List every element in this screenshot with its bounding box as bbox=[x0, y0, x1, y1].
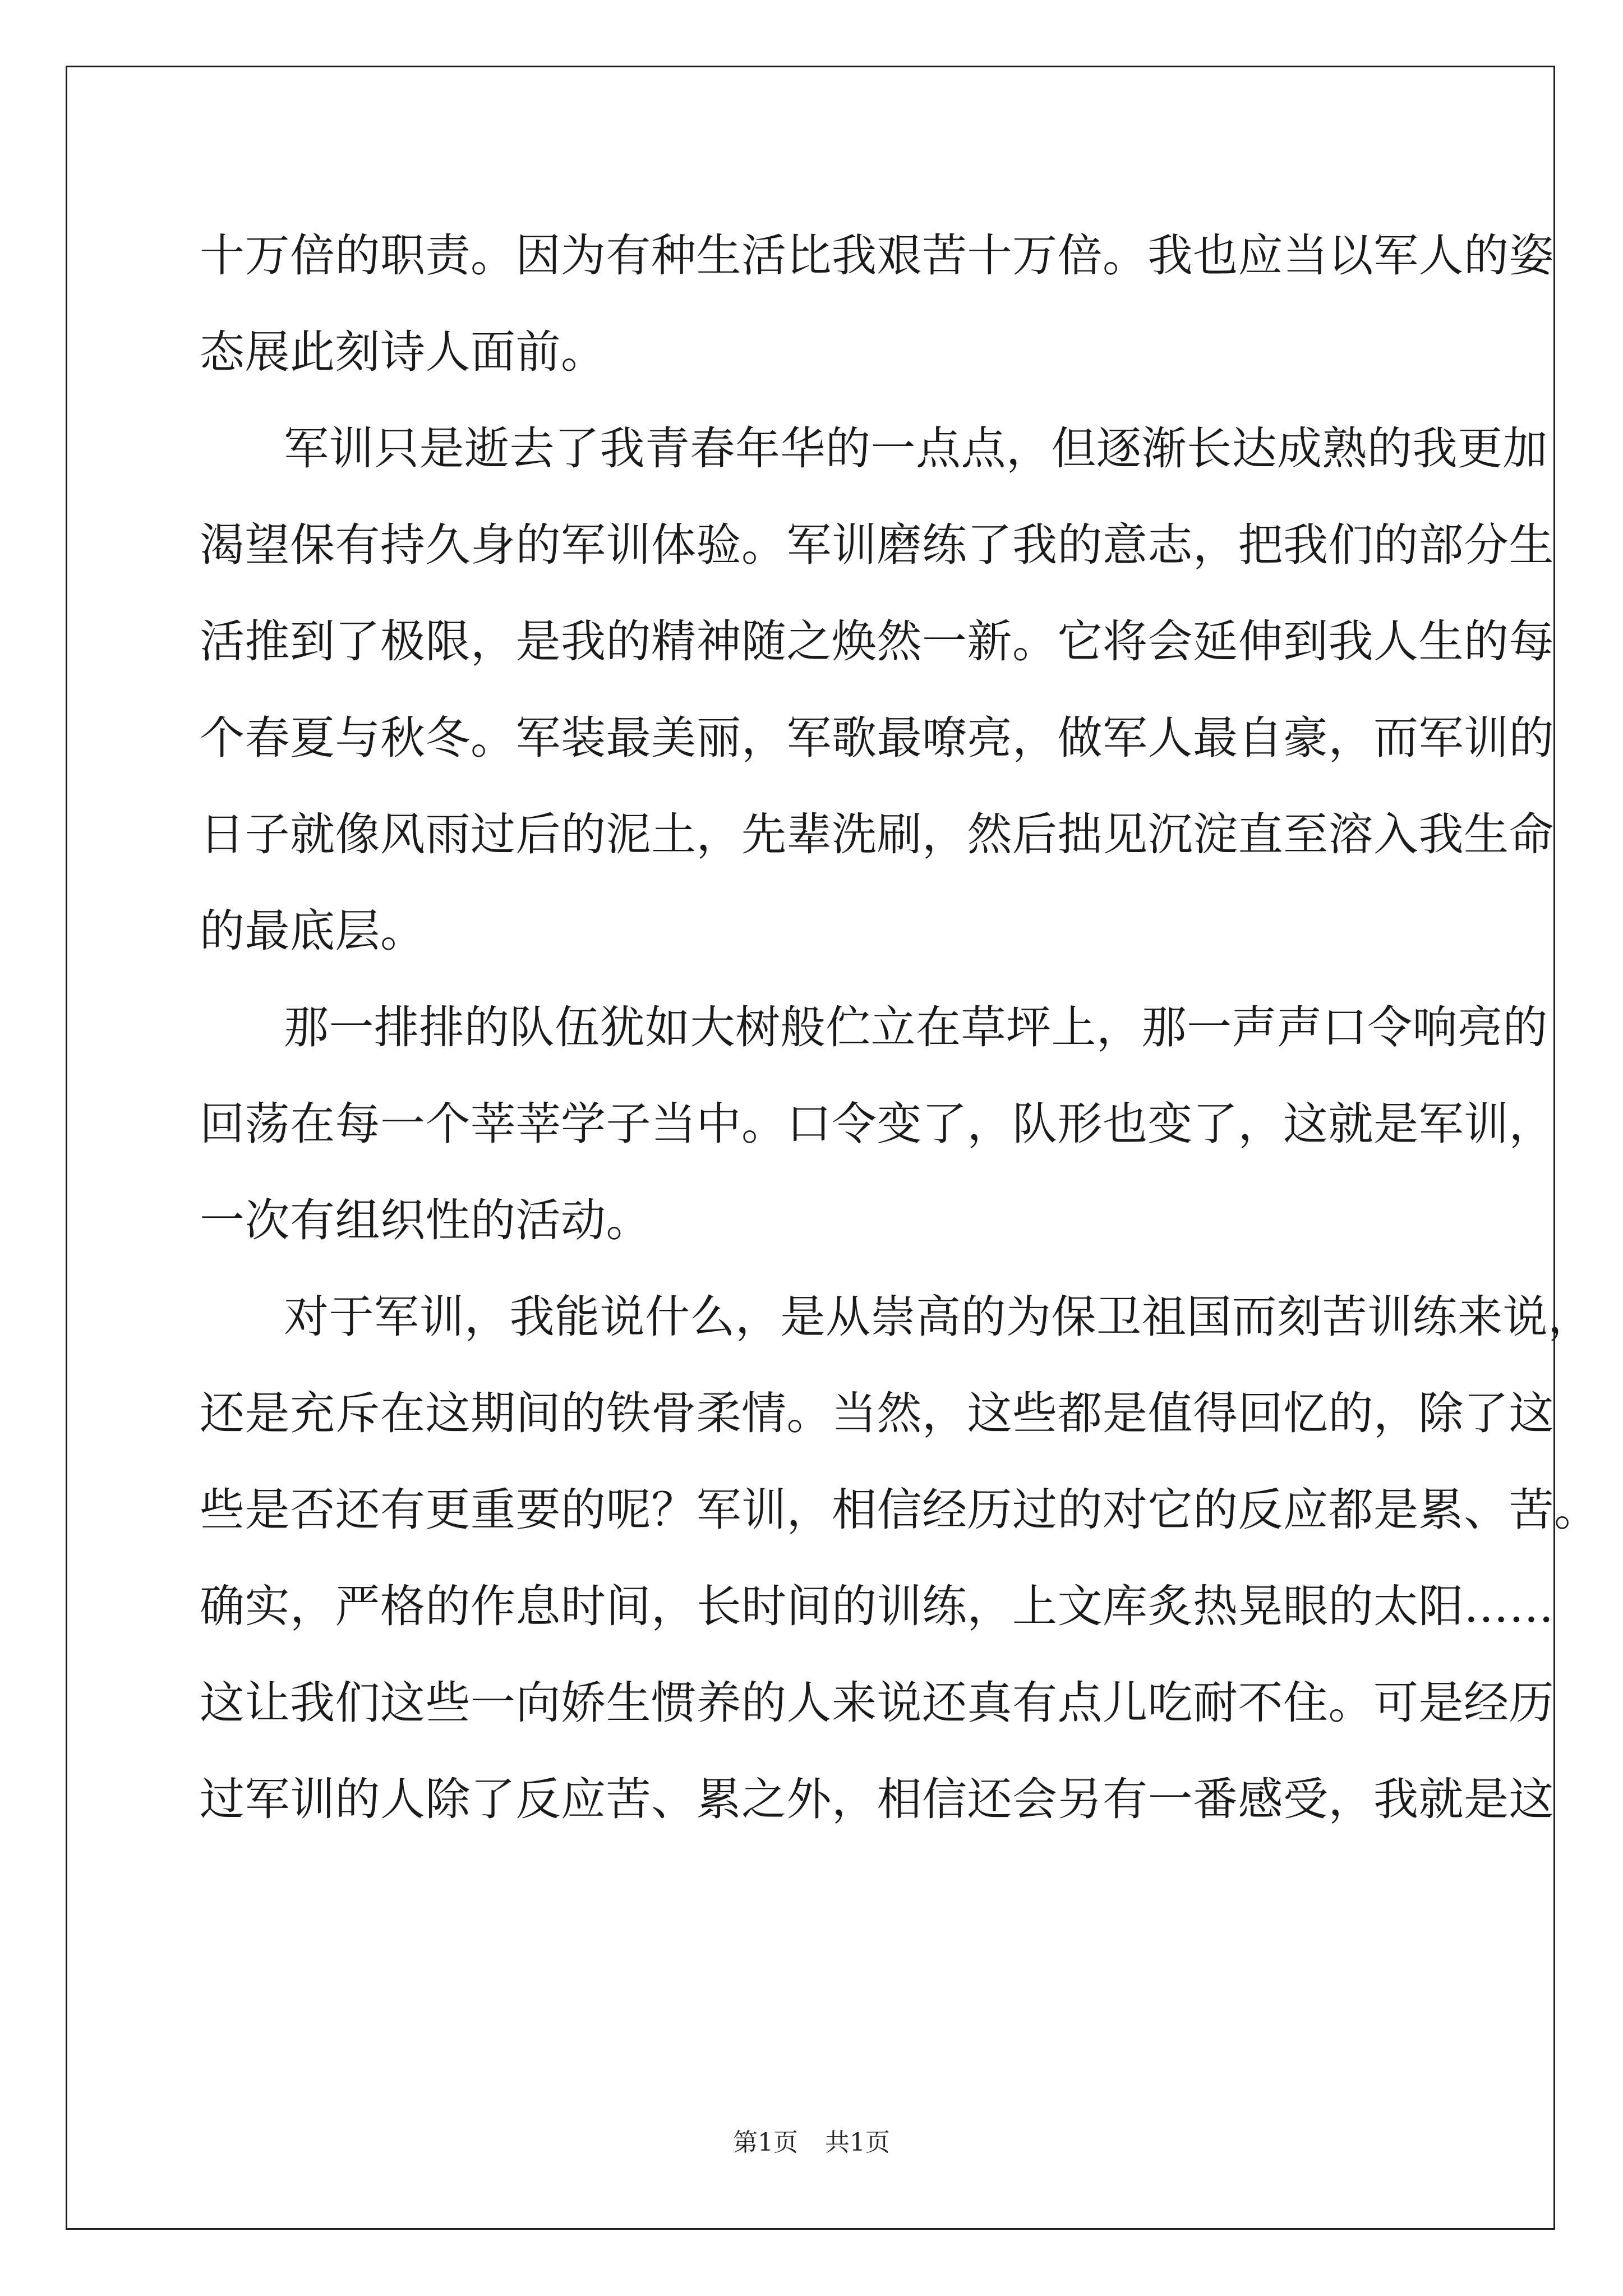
text-line: 十万倍的职责。因为有种生活比我艰苦十万倍。我也应当以军人的姿 bbox=[200, 229, 1554, 282]
text-line: 确实，严格的作息时间，长时间的训练，上文库炙热晃眼的太阳…… bbox=[200, 1580, 1554, 1632]
page-number-total: 共1页 bbox=[825, 2128, 890, 2157]
text-line: 的最底层。 bbox=[200, 905, 426, 957]
text-line: 个春夏与秋冬。军装最美丽，军歌最嘹亮，做军人最自豪，而军训的 bbox=[200, 712, 1554, 764]
text-line: 渴望保有持久身的军训体验。军训磨练了我的意志，把我们的部分生 bbox=[200, 519, 1554, 571]
text-line: 还是充斥在这期间的铁骨柔情。当然，这些都是值得回忆的，除了这 bbox=[200, 1387, 1554, 1439]
text-line: 活推到了极限，是我的精神随之焕然一新。它将会延伸到我人生的每 bbox=[200, 615, 1554, 668]
document-body bbox=[200, 208, 1599, 1848]
paragraph-start-line: 对于军训，我能说什么，是从崇高的为保卫祖国而刻苦训练来说， bbox=[284, 1291, 1593, 1343]
page-number-current: 第1页 bbox=[733, 2128, 798, 2157]
paragraph-start-line: 军训只是逝去了我青春年华的一点点，但逐渐长达成熟的我更加 bbox=[284, 422, 1548, 475]
paragraph-start-line: 那一排排的队伍犹如大树般伫立在草坪上，那一声声口令响亮的 bbox=[284, 1001, 1548, 1053]
text-line: 回荡在每一个莘莘学子当中。口令变了，队形也变了，这就是军训， bbox=[200, 1098, 1554, 1150]
text-line: 一次有组织性的活动。 bbox=[200, 1194, 651, 1246]
text-line: 日子就像风雨过后的泥土，先辈洗刷，然后拙见沉淀直至溶入我生命 bbox=[200, 808, 1554, 861]
text-line: 态展此刻诗人面前。 bbox=[200, 326, 606, 378]
page-footer bbox=[0, 2126, 1623, 2160]
text-line: 过军训的人除了反应苦、累之外，相信还会另有一番感受，我就是这 bbox=[200, 1773, 1554, 1825]
text-line: 些是否还有更重要的呢？军训，相信经历过的对它的反应都是累、苦。 bbox=[200, 1484, 1599, 1536]
text-line: 这让我们这些一向娇生惯养的人来说还真有点儿吃耐不住。可是经历 bbox=[200, 1677, 1554, 1729]
